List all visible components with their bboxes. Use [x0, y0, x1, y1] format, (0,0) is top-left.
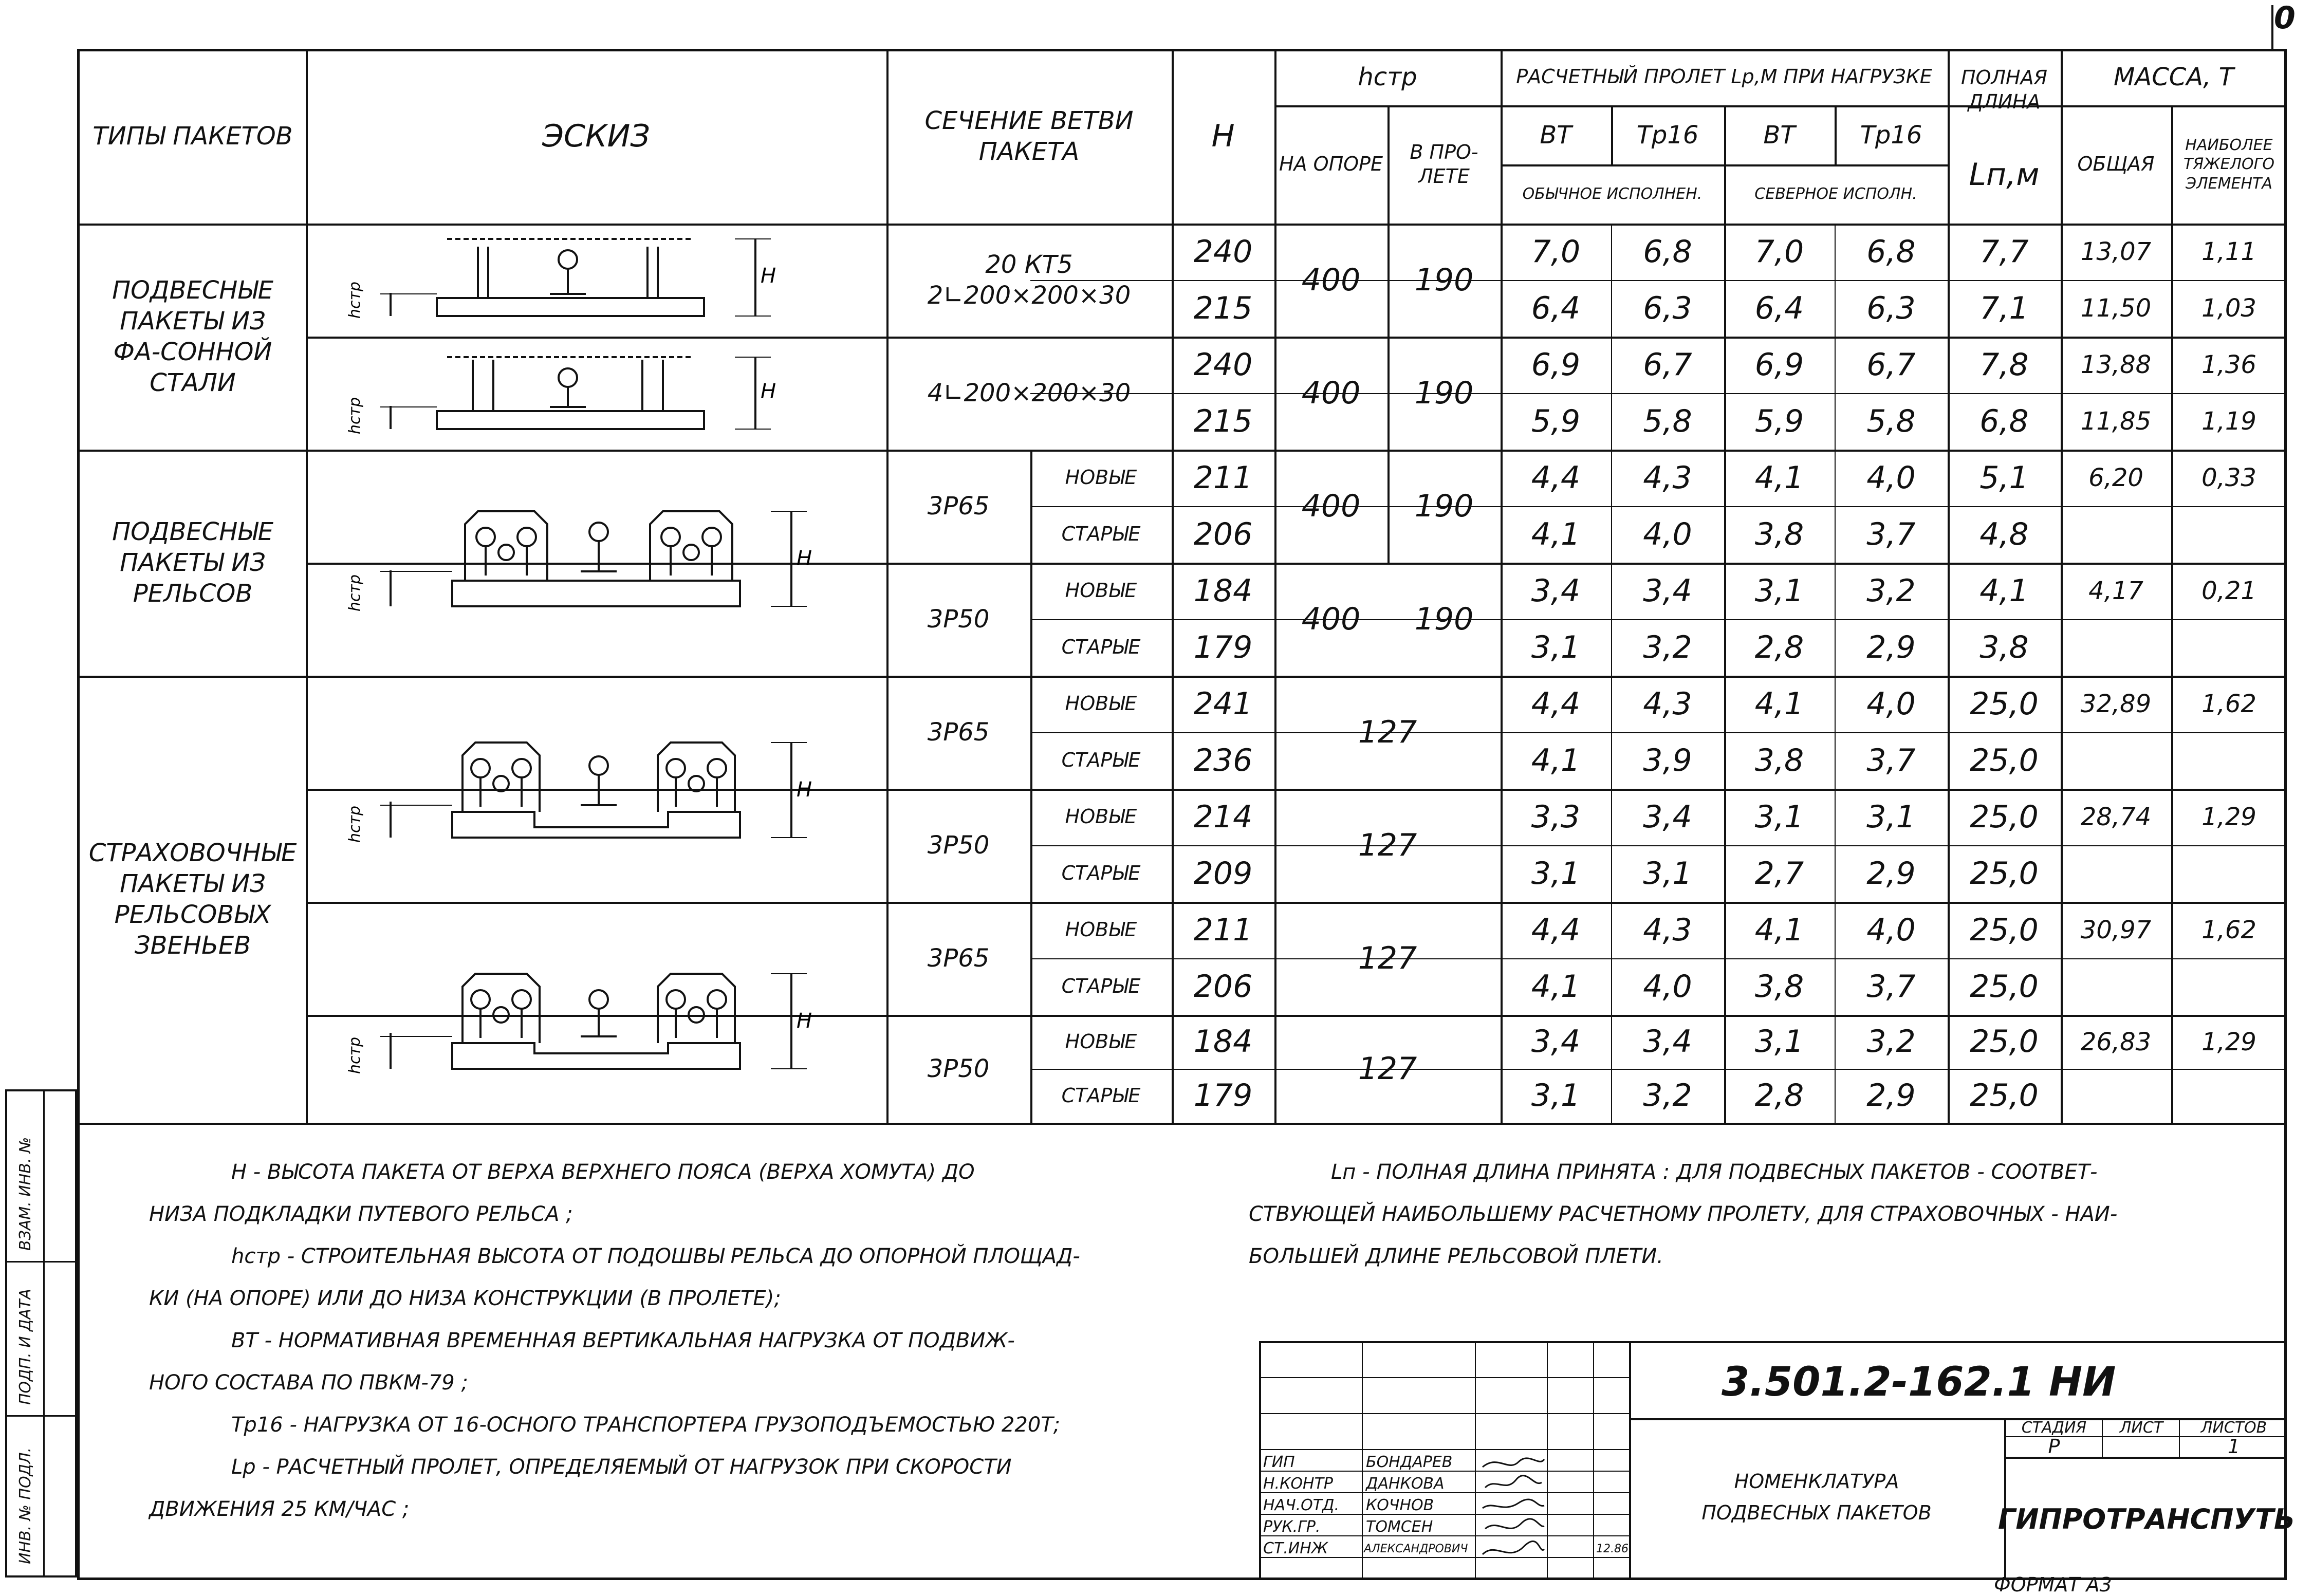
hstr-span: 190: [1414, 488, 1474, 524]
table-cell-vt-n: 2,8: [1754, 1078, 1804, 1114]
header-in-span: В ПРО-ЛЕТЕ: [1410, 140, 1478, 188]
sketch-hstr-label: hстр: [346, 281, 364, 319]
table-cell-cond: СТАРЫЕ: [1061, 749, 1141, 772]
table-cell-m-total: 13,88: [2080, 350, 2152, 379]
table-cell-m-heavy: [2171, 1069, 2287, 1123]
sketch-hstr-label: hстр: [346, 397, 364, 434]
table-cell-vt-n: 6,4: [1754, 290, 1804, 326]
group-name-rail-packets: ПОДВЕСНЫЕ ПАКЕТЫ ИЗ РЕЛЬСОВ: [112, 517, 273, 608]
table-cell-vt-n: 4,1: [1754, 459, 1804, 496]
header-types: ТИПЫ ПАКЕТОВ: [92, 122, 293, 151]
document-code: 3.501.2-162.1 НИ: [1722, 1359, 2116, 1405]
table-cell-H: 211: [1193, 459, 1253, 496]
table-cell-H: 184: [1193, 1024, 1253, 1060]
table-cell-cond: НОВЫЕ: [1065, 805, 1137, 828]
table-cell-m-total: 11,85: [2080, 407, 2152, 436]
note-line: Lр - РАСЧЕТНЫЙ ПРОЛЕТ, ОПРЕДЕЛЯЕМЫЙ ОТ НАГРУЗОК ПРИ СКОРОСТИ: [231, 1455, 1012, 1479]
table-cell-ln: 3,8: [1979, 629, 2029, 665]
table-cell-vt-n: 3,8: [1754, 516, 1804, 552]
table-cell-ln: 25,0: [1970, 1024, 2039, 1060]
header-hstr: hстр: [1358, 63, 1417, 91]
table-cell-cond: НОВЫЕ: [1065, 466, 1137, 489]
header-on-support: НА ОПОРЕ: [1279, 153, 1383, 176]
table-cell-vt-n: 4,1: [1754, 685, 1804, 722]
table-cell-ln: 25,0: [1970, 968, 2039, 1005]
table-cell-vt: 4,1: [1531, 742, 1581, 778]
note-line: Тр16 - НАГРУЗКА ОТ 16-ОСНОГО ТРАНСПОРТЕРА ГРУЗОПОДЪЕМОСТЬЮ 220Т;: [231, 1413, 1061, 1437]
table-cell-vt-n: 3,1: [1754, 1024, 1804, 1060]
table-cell-H: 206: [1193, 968, 1253, 1005]
section-cell: 3Р50: [927, 605, 990, 634]
table-cell-ln: 25,0: [1970, 855, 2039, 892]
table-cell-vt: 3,4: [1531, 1024, 1581, 1060]
sketch-safety-packet-1: [308, 678, 884, 899]
table-cell-vt-n: 2,8: [1754, 629, 1804, 665]
table-cell-H: 211: [1193, 912, 1253, 948]
signer-name: АЛЕКСАНДРОВИЧ: [1364, 1543, 1468, 1555]
table-cell-tr: 3,9: [1643, 742, 1692, 778]
table-cell-vt: 3,1: [1531, 1078, 1581, 1114]
header-mass-total: ОБЩАЯ: [2077, 153, 2155, 176]
table-cell-tr-n: 4,0: [1866, 912, 1916, 948]
stamp-replace-inv: ВЗАМ. ИНВ. №: [16, 1137, 34, 1251]
section-cell: 4∟200×200×30: [927, 379, 1131, 407]
table-cell-tr-n: 3,1: [1866, 799, 1916, 835]
note-line: ДВИЖЕНИЯ 25 КМ/ЧАС ;: [149, 1497, 410, 1521]
group-name-shaped-steel: ПОДВЕСНЫЕ ПАКЕТЫ ИЗ ФА-СОННОЙ СТАЛИ: [112, 276, 273, 397]
table-cell-tr: 3,4: [1643, 1024, 1692, 1060]
note-line: hстр - СТРОИТЕЛЬНАЯ ВЫСОТА ОТ ПОДОШВЫ РЕЛЬСА ДО ОПОРНОЙ ПЛОЩАД-: [231, 1245, 1080, 1268]
table-cell-H: 179: [1193, 629, 1253, 665]
table-cell-vt-n: 3,1: [1754, 572, 1804, 609]
table-cell-ln: 6,8: [1979, 403, 2029, 439]
table-cell-vt: 5,9: [1531, 403, 1581, 439]
role-ruk-gr: РУК.ГР.: [1263, 1518, 1321, 1536]
table-cell-vt: 4,4: [1531, 912, 1581, 948]
hstr-span: 190: [1414, 375, 1474, 411]
table-cell-m-total: 26,83: [2080, 1027, 2152, 1056]
header-mass: МАССА, Т: [2114, 63, 2234, 91]
table-cell-m-heavy: 1,29: [2201, 803, 2256, 831]
note-line: НИЗА ПОДКЛАДКИ ПУТЕВОГО РЕЛЬСА ;: [149, 1202, 573, 1226]
table-cell-cond: СТАРЫЕ: [1061, 1084, 1141, 1107]
table-cell-tr-n: 6,8: [1866, 233, 1916, 270]
table-cell-ln: 7,1: [1979, 290, 2029, 326]
role-n-kontr: Н.КОНТР: [1263, 1475, 1333, 1493]
section-cell: 3Р65: [927, 492, 990, 521]
table-cell-vt-n: 2,7: [1754, 855, 1804, 892]
table-cell-ln: 25,0: [1970, 912, 2039, 948]
table-cell-vt-n: 4,1: [1754, 912, 1804, 948]
table-cell-m-total: 13,07: [2080, 237, 2152, 266]
table-cell-vt: 4,1: [1531, 516, 1581, 552]
sketch-safety-packet-2: [308, 904, 884, 1120]
table-cell-m-heavy: 1,62: [2201, 916, 2256, 944]
table-cell-m-total: 32,89: [2080, 690, 2152, 718]
role-gip: ГИП: [1263, 1453, 1295, 1471]
table-cell-H: 209: [1193, 855, 1253, 892]
table-cell-vt: 4,4: [1531, 459, 1581, 496]
table-cell-tr: 6,3: [1643, 290, 1692, 326]
table-cell-ln: 25,0: [1970, 799, 2039, 835]
table-cell-vt: 3,1: [1531, 855, 1581, 892]
table-cell-ln: 7,7: [1979, 233, 2029, 270]
header-mass-heaviest: НАИБОЛЕЕ ТЯЖЕЛОГО ЭЛЕМЕНТА: [2184, 136, 2274, 193]
sketch-shaped-steel-2: [308, 339, 884, 447]
table-cell-m-total: 11,50: [2080, 294, 2152, 323]
table-cell-H: 240: [1193, 233, 1253, 270]
corner-mark: 0: [2274, 0, 2296, 36]
section-cell: 3Р65: [927, 944, 990, 973]
section-cell: 3Р50: [927, 831, 990, 860]
stamp-inv-original: ИНВ. № ПОДЛ.: [16, 1447, 34, 1564]
sheet-value: [2104, 1437, 2179, 1457]
table-cell-m-heavy: [2171, 506, 2287, 563]
table-cell-H: 240: [1193, 346, 1253, 383]
table-cell-ln: 25,0: [1970, 1078, 2039, 1114]
table-cell-tr: 3,4: [1643, 799, 1692, 835]
note-line: Lп - ПОЛНАЯ ДЛИНА ПРИНЯТА : ДЛЯ ПОДВЕСНЫХ ПАКЕТОВ - СООТВЕТ-: [1331, 1160, 2098, 1184]
sketch-rail-packet: [308, 452, 884, 673]
table-cell-m-total: [2061, 958, 2171, 1015]
section-line: 20 КТ5: [985, 250, 1073, 279]
table-cell-cond: НОВЫЕ: [1065, 918, 1137, 941]
format-label: ФОРМАТ А3: [1994, 1573, 2112, 1596]
sign-date: 12.86: [1596, 1543, 1629, 1555]
corner-tick: [2271, 5, 2273, 49]
table-cell-vt: 4,4: [1531, 685, 1581, 722]
sketch-hstr-label: hстр: [346, 805, 364, 843]
header-full-length: ПОЛНАЯ ДЛИНА: [1960, 66, 2048, 113]
table-cell-tr-n: 6,3: [1866, 290, 1916, 326]
table-cell-tr: 6,7: [1643, 346, 1692, 383]
sketch-hstr-label: hстр: [346, 1036, 364, 1074]
table-cell-tr: 4,0: [1643, 968, 1692, 1005]
sketch-shaped-steel-1: [308, 226, 884, 334]
header-ln: Lп,м: [1969, 156, 2040, 193]
table-cell-cond: НОВЫЕ: [1065, 579, 1137, 602]
table-cell-cond: СТАРЫЕ: [1061, 862, 1141, 885]
table-cell-tr-n: 3,7: [1866, 742, 1916, 778]
sketch-h-label: H: [797, 547, 812, 570]
note-line: H - ВЫСОТА ПАКЕТА ОТ ВЕРХА ВЕРХНЕГО ПОЯСА (ВЕРХА ХОМУТА) ДО: [231, 1160, 975, 1184]
sheet-label: ЛИСТ: [2119, 1418, 2163, 1437]
table-cell-m-heavy: 1,03: [2201, 294, 2256, 323]
note-line: НОГО СОСТАВА ПО ПВКМ-79 ;: [149, 1371, 468, 1395]
table-cell-cond: СТАРЫЕ: [1061, 975, 1141, 998]
table-cell-m-heavy: 0,21: [2201, 577, 2256, 605]
table-cell-H: 214: [1193, 799, 1253, 835]
table-cell-vt-n: 7,0: [1754, 233, 1804, 270]
header-north-exec: СЕВЕРНОЕ ИСПОЛН.: [1754, 184, 1917, 203]
table-cell-ln: 25,0: [1970, 742, 2039, 778]
sketch-h-label: H: [761, 380, 776, 403]
table-cell-m-total: 30,97: [2080, 916, 2152, 944]
table-cell-ln: 5,1: [1979, 459, 2029, 496]
table-cell-m-total: [2061, 619, 2171, 676]
header-vt-north: ВТ: [1763, 120, 1796, 150]
organization: ГИПРОТРАНСПУТЬ: [1997, 1503, 2296, 1536]
notes-left: [149, 1151, 1208, 1530]
table-cell-tr-n: 4,0: [1866, 685, 1916, 722]
table-cell-tr-n: 3,2: [1866, 1024, 1916, 1060]
table-cell-cond: НОВЫЕ: [1065, 692, 1137, 715]
hstr-span: 190: [1414, 262, 1474, 298]
signer-name: БОНДАРЕВ: [1366, 1453, 1453, 1471]
signer-name: КОЧНОВ: [1366, 1496, 1434, 1514]
table-cell-m-total: [2061, 845, 2171, 902]
header-span-group: РАСЧЕТНЫЙ ПРОЛЕТ Lp,М ПРИ НАГРУЗКЕ: [1516, 65, 1932, 88]
table-cell-tr: 3,2: [1643, 1078, 1692, 1114]
notes-right: [1249, 1151, 2271, 1277]
table-cell-m-heavy: 1,29: [2201, 1027, 2256, 1056]
table-cell-ln: 4,1: [1979, 572, 2029, 609]
table-cell-tr-n: 2,9: [1866, 855, 1916, 892]
header-tr16-north: Тр16: [1860, 120, 1922, 150]
role-nach-otd: НАЧ.ОТД.: [1263, 1496, 1340, 1514]
note-line: БОЛЬШЕЙ ДЛИНЕ РЕЛЬСОВОЙ ПЛЕТИ.: [1249, 1245, 1663, 1268]
hstr-merged: 127: [1358, 940, 1417, 976]
sketch-h-label: H: [797, 1009, 812, 1033]
header-sketch: ЭСКИЗ: [542, 118, 650, 154]
table-cell-ln: 7,8: [1979, 346, 2029, 383]
note-line: КИ (НА ОПОРЕ) ИЛИ ДО НИЗА КОНСТРУКЦИИ (В ПРОЛЕТЕ);: [149, 1287, 781, 1310]
stamp-sign-date: ПОДП. И ДАТА: [16, 1288, 34, 1405]
table-cell-ln: 4,8: [1979, 516, 2029, 552]
header-vt-normal: ВТ: [1540, 120, 1572, 150]
table-cell-vt-n: 3,1: [1754, 799, 1804, 835]
header-h: H: [1211, 118, 1235, 154]
table-cell-tr: 6,8: [1643, 233, 1692, 270]
table-cell-H: 241: [1193, 685, 1253, 722]
note-line: СТВУЮЩЕЙ НАИБОЛЬШЕМУ РАСЧЕТНОМУ ПРОЛЕТУ, ДЛЯ СТРАХОВОЧНЫХ - НАИ-: [1249, 1202, 2118, 1226]
table-cell-H: 206: [1193, 516, 1253, 552]
sketch-h-label: H: [761, 264, 776, 288]
table-cell-H: 236: [1193, 742, 1253, 778]
table-cell-m-heavy: 0,33: [2201, 463, 2256, 492]
section-cell: 3Р65: [927, 718, 990, 747]
table-cell-m-total: 6,20: [2088, 463, 2143, 492]
sketch-hstr-label: hстр: [346, 574, 364, 611]
table-cell-tr: 4,3: [1643, 459, 1692, 496]
header-normal-exec: ОБЫЧНОЕ ИСПОЛНЕН.: [1522, 184, 1703, 203]
table-cell-cond: НОВЫЕ: [1065, 1030, 1137, 1053]
hstr-span: 190: [1414, 601, 1474, 637]
table-cell-tr: 5,8: [1643, 403, 1692, 439]
hstr-merged: 127: [1358, 714, 1417, 750]
table-cell-tr: 4,3: [1643, 685, 1692, 722]
table-cell-m-heavy: 1,11: [2201, 237, 2256, 266]
table-cell-tr-n: 6,7: [1866, 346, 1916, 383]
table-cell-tr-n: 3,2: [1866, 572, 1916, 609]
table-cell-vt: 6,4: [1531, 290, 1581, 326]
note-line: ВТ - НОРМАТИВНАЯ ВРЕМЕННАЯ ВЕРТИКАЛЬНАЯ НАГРУЗКА ОТ ПОДВИЖ-: [231, 1329, 1015, 1352]
table-cell-tr: 3,1: [1643, 855, 1692, 892]
sheets-label: ЛИСТОВ: [2200, 1418, 2267, 1437]
role-st-inzh: СТ.ИНЖ: [1263, 1539, 1328, 1557]
table-cell-tr: 4,3: [1643, 912, 1692, 948]
table-cell-vt: 3,4: [1531, 572, 1581, 609]
grid-line: [77, 1123, 2287, 1125]
hstr-support: 400: [1301, 375, 1361, 411]
section-line: 2∟200×200×30: [927, 281, 1131, 310]
group-name-safety-packets: СТРАХОВОЧНЫЕ ПАКЕТЫ ИЗ РЕЛЬСОВЫХ ЗВЕНЬЕВ: [88, 839, 297, 960]
table-cell-vt: 3,1: [1531, 629, 1581, 665]
stage-label: СТАДИЯ: [2021, 1418, 2087, 1437]
table-cell-m-total: [2061, 1069, 2171, 1123]
section-cell: 3Р50: [927, 1054, 990, 1083]
stage-value: Р: [2048, 1435, 2060, 1458]
table-cell-ln: 25,0: [1970, 685, 2039, 722]
table-cell-H: 215: [1193, 290, 1253, 326]
table-cell-H: 179: [1193, 1078, 1253, 1114]
hstr-support: 400: [1301, 262, 1361, 298]
table-cell-tr-n: 5,8: [1866, 403, 1916, 439]
table-cell-m-total: 4,17: [2088, 577, 2143, 605]
table-cell-tr-n: 3,7: [1866, 516, 1916, 552]
table-cell-m-total: [2061, 732, 2171, 789]
table-cell-vt: 4,1: [1531, 968, 1581, 1005]
table-cell-m-heavy: [2171, 732, 2287, 789]
table-cell-vt: 7,0: [1531, 233, 1581, 270]
table-cell-m-heavy: 1,62: [2201, 690, 2256, 718]
table-cell-tr: 3,2: [1643, 629, 1692, 665]
table-cell-H: 215: [1193, 403, 1253, 439]
signer-name: ДАНКОВА: [1366, 1475, 1445, 1493]
table-cell-m-total: 28,74: [2080, 803, 2152, 831]
table-cell-cond: СТАРЫЕ: [1061, 636, 1141, 659]
table-cell-vt: 6,9: [1531, 346, 1581, 383]
table-cell-m-heavy: 1,36: [2201, 350, 2256, 379]
table-cell-m-heavy: [2171, 958, 2287, 1015]
table-cell-H: 184: [1193, 572, 1253, 609]
hstr-merged: 127: [1358, 827, 1417, 863]
table-cell-vt-n: 3,8: [1754, 742, 1804, 778]
table-cell-cond: СТАРЫЕ: [1061, 523, 1141, 546]
side-stamp: [5, 1089, 77, 1578]
section-cell: [886, 224, 1172, 337]
table-cell-m-heavy: [2171, 845, 2287, 902]
table-cell-tr: 3,4: [1643, 572, 1692, 609]
table-cell-tr-n: 4,0: [1866, 459, 1916, 496]
header-tr16-normal: Тр16: [1636, 120, 1699, 150]
table-cell-m-heavy: 1,19: [2201, 407, 2256, 436]
hstr-support: 400: [1301, 601, 1361, 637]
sheets-value: 1: [2227, 1435, 2241, 1458]
sketch-h-label: H: [797, 778, 812, 802]
document-title: НОМЕНКЛАТУРА ПОДВЕСНЫХ ПАКЕТОВ: [1701, 1470, 1932, 1524]
table-cell-tr-n: 2,9: [1866, 629, 1916, 665]
table-cell-vt-n: 5,9: [1754, 403, 1804, 439]
table-cell-tr: 4,0: [1643, 516, 1692, 552]
table-cell-m-heavy: [2171, 619, 2287, 676]
title-block: [1259, 1341, 2296, 1580]
header-section: СЕЧЕНИЕ ВЕТВИ ПАКЕТА: [924, 106, 1134, 166]
signatures-image: [1477, 1452, 1549, 1580]
signer-name: ТОМСЕН: [1366, 1518, 1433, 1536]
hstr-merged: 127: [1358, 1050, 1417, 1087]
table-cell-tr-n: 3,7: [1866, 968, 1916, 1005]
table-cell-vt-n: 6,9: [1754, 346, 1804, 383]
table-cell-m-total: [2061, 506, 2171, 563]
hstr-support: 400: [1301, 488, 1361, 524]
table-cell-vt: 3,3: [1531, 799, 1581, 835]
table-cell-tr-n: 2,9: [1866, 1078, 1916, 1114]
table-cell-vt-n: 3,8: [1754, 968, 1804, 1005]
